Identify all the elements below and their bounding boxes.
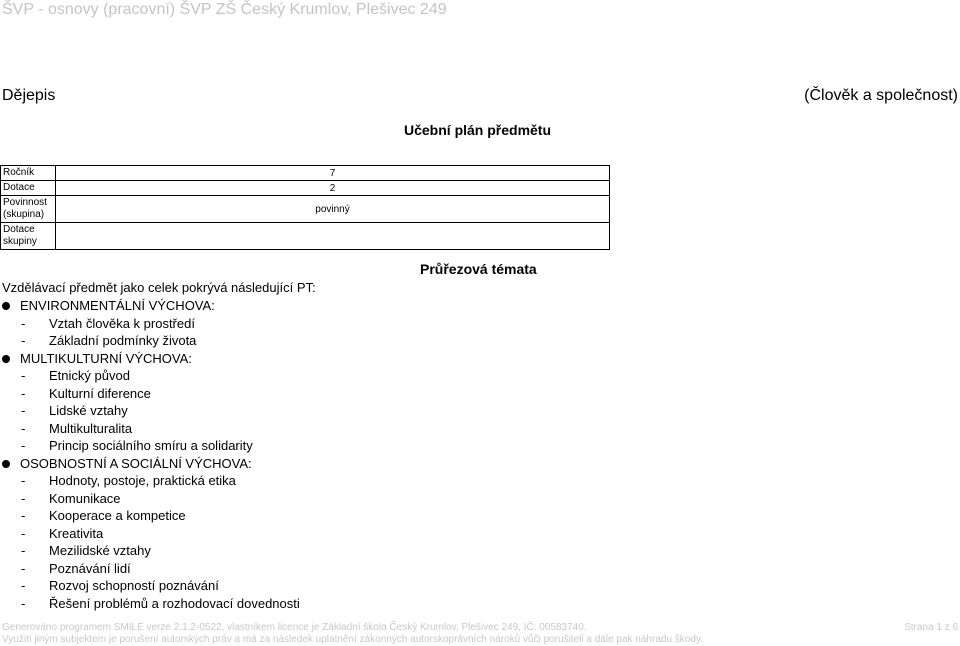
row-label-hours: Dotace: [1, 181, 56, 196]
table-row: [1, 196, 610, 223]
row-label-group-hours: Dotace skupiny: [1, 223, 56, 250]
row-value-group-hours: [56, 223, 610, 250]
table-row: [1, 166, 610, 181]
document-header: ŠVP - osnovy (pracovní) ŠVP ZŠ Český Krumlov, Plešivec 249: [2, 1, 447, 18]
row-value-obligation: povinný: [56, 196, 610, 223]
row-label-obligation: Povinnost (skupina): [1, 196, 56, 223]
row-value-year: 7: [56, 166, 610, 181]
table-row: [1, 223, 610, 250]
plan-title: Učební plán předmětu: [404, 122, 552, 138]
cross-cutting-intro: Vzdělávací předmět jako celek pokrývá následující PT:: [2, 280, 316, 295]
row-label-year: Ročník: [1, 166, 56, 181]
subject-name: Dějepis: [2, 87, 56, 104]
bullet-icon: [2, 460, 10, 468]
footer-generated: Generováno programem SMILE verze 2.1.2-0522, vlastníkem licence je Základní škola Český Krumlov, Plešivec 249, IČ: 00583740.: [2, 622, 587, 633]
subject-area: (Člověk a společnost): [804, 87, 958, 104]
row-value-hours: 2: [56, 181, 610, 196]
bullet-icon: [2, 355, 10, 363]
table-row: [1, 181, 610, 196]
plan-table: [0, 165, 610, 250]
footer-page-number: Strana 1 z 6: [904, 622, 958, 633]
bullet-icon: [2, 302, 10, 310]
footer-notice: Využití jiným subjektem je porušení autorských práv a má za následek uplatnění zákonných autorskoprávních nároků vůči porušiteli a dále pak náhradu škody.: [2, 634, 703, 645]
cross-cutting-title: Průřezová témata: [420, 261, 537, 277]
